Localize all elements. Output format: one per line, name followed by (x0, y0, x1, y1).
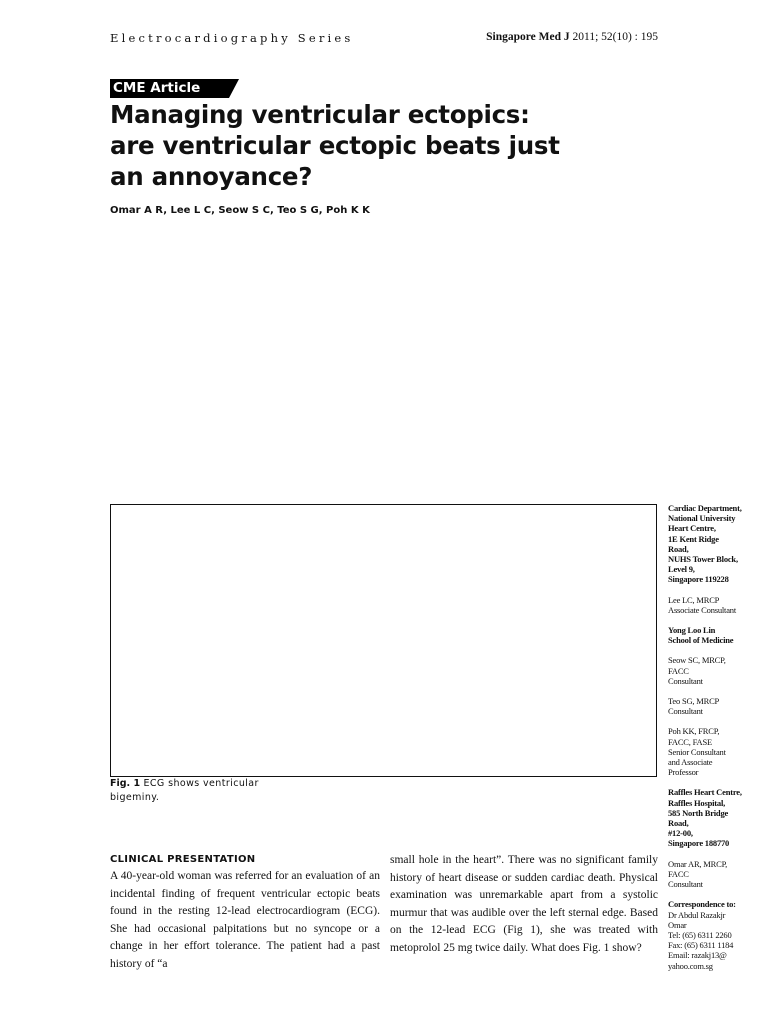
affiliation-line: NUHS Tower Block, (668, 554, 738, 565)
section-heading: CLINICAL PRESENTATION (110, 854, 256, 865)
affiliation-line: Yong Loo Lin (668, 625, 716, 636)
affiliation-block (668, 503, 768, 585)
title-line: Managing ventricular ectopics: (110, 100, 530, 129)
affiliation-line: Professor (668, 767, 699, 778)
affiliation-line: Omar AR, MRCP, (668, 858, 728, 869)
ecg-figure-frame (110, 504, 657, 777)
affiliation-line: Lee LC, MRCP (668, 594, 720, 605)
correspondence-line: Email: razakj13@ (668, 950, 727, 961)
journal-name: Singapore Med J (486, 31, 570, 43)
affiliation-line: #12-00, (668, 828, 693, 839)
affiliation-line: Heart Centre, (668, 523, 716, 534)
running-head (110, 31, 658, 49)
affiliation-line: Senior Consultant (668, 746, 726, 757)
author-list: Omar A R, Lee L C, Seow S C, Teo S G, Poh K K (110, 205, 370, 216)
correspondence-line: Dr Abdul Razakjr (668, 909, 726, 920)
figure-caption (110, 777, 260, 805)
series-title: Electrocardiography Series (110, 31, 354, 45)
article-title (110, 99, 630, 192)
title-line: an annoyance? (110, 162, 313, 191)
affiliation-line: FACC (668, 665, 689, 676)
affiliation-line: Cardiac Department, (668, 503, 742, 513)
affiliation-line: Consultant (668, 706, 703, 717)
body-column-right: small hole in the heart”. There was no significant family history of heart disease or sudden cardiac death. Physical examination was unremarkable apart from a systolic murmur that was audible over the left sternal edge. Based on the 12-lead ECG (Fig 1), she was treated with metoprolol 25 mg twice daily. What does Fig. 1 show? (390, 854, 658, 954)
affiliation-block (668, 726, 768, 777)
journal-citation (486, 31, 658, 43)
correspondence-line: Omar (668, 919, 687, 930)
affiliation-line: Teo SG, MRCP (668, 696, 720, 707)
affiliation-block (668, 696, 768, 716)
affiliation-line: FACC, FASE (668, 736, 712, 747)
affiliation-line: Singapore 188770 (668, 838, 730, 849)
title-line: are ventricular ectopic beats just (110, 131, 560, 160)
affiliation-line: 1E Kent Ridge (668, 533, 719, 544)
affiliation-line: National University (668, 513, 736, 524)
cme-article-tag: CME Article (110, 79, 229, 98)
correspondence-heading: Correspondence to: (668, 899, 736, 910)
affiliation-line: Level 9, (668, 564, 695, 575)
figure-caption-text: ECG shows ventricular bigeminy. (110, 778, 259, 803)
figure-label: Fig. 1 (110, 778, 141, 789)
affiliation-line: Raffles Hospital, (668, 797, 726, 808)
affiliation-block (668, 595, 768, 615)
affiliation-line: Road, (668, 543, 689, 554)
affiliation-line: Poh KK, FRCP, (668, 726, 720, 737)
affiliation-line: and Associate (668, 757, 713, 768)
affiliation-line: Seow SC, MRCP, (668, 655, 726, 666)
affiliation-line: Consultant (668, 879, 703, 890)
correspondence-line: Fax: (65) 6311 1184 (668, 940, 734, 951)
affiliation-line: Associate Consultant (668, 604, 737, 615)
affiliations-sidebar (668, 503, 768, 981)
correspondence-block (668, 899, 768, 970)
affiliation-block (668, 625, 768, 645)
affiliation-line: Singapore 119228 (668, 574, 729, 585)
affiliation-line: Consultant (668, 675, 703, 686)
journal-volume: 2011; 52(10) : 195 (572, 31, 658, 43)
affiliation-line: 585 North Bridge (668, 807, 729, 818)
affiliation-line: School of Medicine (668, 635, 734, 646)
body-column-left: A 40-year-old woman was referred for an evaluation of an incidental finding of frequent ventricular ectopic beats found in the resting 12-lead electrocardiogram (ECG). She had occasional palpitations but no syncope or a change in her effort tolerance. The patient had a past history of “a (110, 870, 380, 970)
affiliation-line: FACC (668, 868, 689, 879)
affiliation-line: Raffles Heart Centre, (668, 787, 742, 798)
correspondence-line: Tel: (65) 6311 2260 (668, 929, 732, 940)
affiliation-block (668, 859, 768, 890)
affiliation-block (668, 655, 768, 686)
affiliation-line: Road, (668, 818, 689, 829)
correspondence-line: yahoo.com.sg (668, 960, 713, 971)
affiliation-block (668, 787, 768, 848)
